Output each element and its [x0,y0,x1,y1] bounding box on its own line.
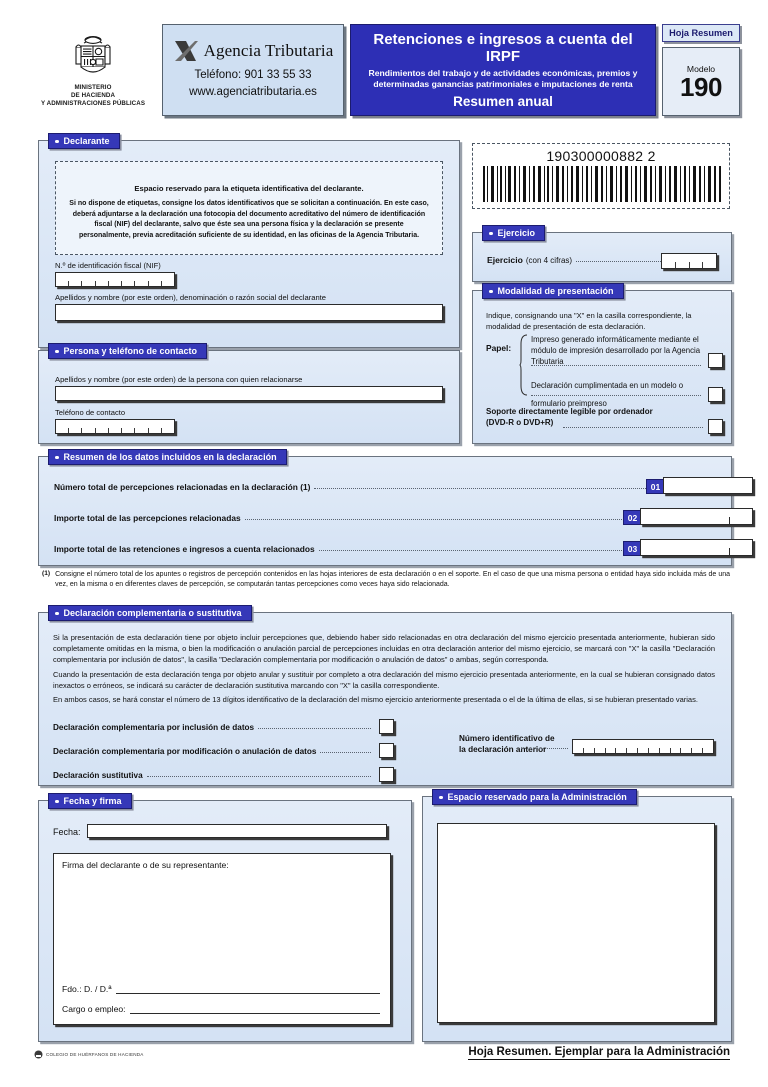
complementaria-check-2-checkbox[interactable] [379,743,394,758]
ejercicio-field-label: Ejercicio [487,255,523,265]
spain-coat-of-arms-icon [70,32,116,82]
resumen-row-03 [54,544,716,554]
form-title-block [350,24,656,116]
complementaria-check-3-row [53,771,375,780]
contacto-name-label: Apellidos y nombre (por este orden) de la persona con quien relacionarse [55,375,303,384]
fdo-input[interactable] [116,983,380,994]
contacto-section-title: Persona y teléfono de contacto [48,343,207,359]
modalidad-section-title: Modalidad de presentación [482,283,624,299]
footnote-marker: (1) [42,570,51,577]
complementaria-para-3: En ambos casos, se hará constar el número de 13 dígitos identificativo de la declaración del mismo ejercicio anteriormente presentada o el de la última de ellas, si se hubieran presentado varias. [53,695,698,704]
administracion-box [437,823,715,1023]
decimal-separator [729,517,730,524]
complementaria-para-1: Si la presentación de esta declaración tiene por objeto incluir percepciones que, debiendo haber sido relacionadas en otra declaración del mismo ejercicio presentada anteriormente, hubieran sido completamente omitidas en la misma, o bien la modificación o anulación parcial de percepciones incluidas en otra declaración anterior del mismo ejercicio, se marcará con "X" la casilla "Declaración complementaria por inclusión de datos", la casilla "Declaración complementaria por modificación o anulación de datos" o ambas, según corresponda. [53,633,715,664]
form-title-sub-1: Rendimientos del trabajo y de actividades económicas, premios y [368,68,638,79]
colegio-label: COLEGIO DE HUÉRFANOS DE HACIENDA [46,1052,144,1057]
ejercicio-panel [472,228,732,282]
resumen-row-01 [54,482,716,492]
cargo-row [62,1003,380,1014]
fdo-row [62,983,380,994]
leader-dots [147,776,371,777]
complementaria-check-2-row [53,747,375,756]
form-title-sub-2: determinadas ganancias patrimoniales e imputaciones de renta [373,79,633,90]
footnote-text: Consigne el número total de los apuntes o registros de percepción contenidos en las hojas interiores de esta declaración o en el soporte. En el caso de que una misma persona o entidad haya sido incluida más de una vez, en la misma o en diferentes claves de percepción, se computarán tantas percepciones como veces haya sido relacionada. [55,571,730,589]
contacto-phone-input[interactable] [55,419,175,434]
bullet-icon [55,140,59,144]
declarante-name-input[interactable] [55,304,443,321]
agencia-tributaria-block [162,24,344,116]
form-title-main: Retenciones e ingresos a cuenta del IRPF [373,30,633,65]
model-block [662,24,740,116]
ejercicio-input[interactable] [661,253,717,269]
complementaria-check-1-checkbox[interactable] [379,719,394,734]
resumen-row-02 [54,513,716,523]
colegio-logo-icon [34,1050,43,1059]
resumen-section-title: Resumen de los datos incluidos en la declaración [48,449,287,465]
papel-label: Papel: [486,343,512,353]
agencia-tributaria-logo-icon [173,39,199,63]
fecha-input[interactable] [87,824,387,838]
modalidad-option-2-checkbox[interactable] [708,387,723,402]
fecha-firma-section-title: Fecha y firma [48,793,132,809]
declarante-panel [38,136,460,348]
leader-dots [320,752,371,753]
resumen-datos-panel [38,452,732,566]
contacto-name-input[interactable] [55,386,443,401]
agency-name: Agencia Tributaria [203,41,334,61]
ministry-line-1: MINISTERIO [74,84,112,92]
barcode-number: 190300000882 2 [546,148,656,164]
modalidad-option-1-checkbox[interactable] [708,353,723,368]
complementaria-para-2: Cuando la presentación de esta declaración tenga por objeto anular y sustituir por completo a otra declaración del mismo ejercicio presentada anteriormente, en la cual se hubieran consignado datos inexactos o erróneos, se indicará su carácter de declaración sustitutiva marcando con "X" la casilla correspondiente. [53,670,715,690]
ejercicio-field-hint: (con 4 cifras) [525,256,573,265]
form-header [28,24,740,116]
cargo-input[interactable] [130,1003,380,1014]
barcode-box [472,143,730,209]
fecha-label: Fecha: [53,827,81,837]
contacto-panel [38,346,460,444]
modalidad-option-2-label: Declaración cumplimentada en un modelo o formulario preimpreso [531,381,684,408]
prev-declaration-label-line1: Número identificativo de [459,734,555,743]
model-number: 190 [680,71,722,102]
resumen-row-01-label: Número total de percepciones relacionadas en la declaración (1) [54,482,311,492]
ejercicio-section-title: Ejercicio [482,225,545,241]
agency-website[interactable]: www.agenciatributaria.es [189,86,317,98]
cargo-label: Cargo o empleo: [62,1004,126,1014]
administracion-section-title: Espacio reservado para la Administración [432,789,637,805]
administracion-panel [422,792,732,1042]
form-title-annual: Resumen anual [453,94,553,110]
resumen-row-03-key: 03 [623,541,642,556]
ministry-block [28,24,158,116]
bullet-icon [55,350,59,354]
complementaria-check-3-label: Declaración sustitutiva [53,771,143,780]
etiqueta-reserved-box [55,161,443,255]
ministry-label [41,84,145,108]
bullet-icon [55,612,59,616]
modalidad-option-3-label-line2: (DVD-R o DVD+R) [486,417,554,427]
bullet-icon [55,456,59,460]
barcode-image [481,166,723,202]
brace-icon [519,334,528,396]
firma-box[interactable] [53,853,391,1025]
complementaria-section-title: Declaración complementaria o sustitutiva [48,605,252,621]
fecha-firma-panel [38,796,412,1042]
bullet-icon [489,232,493,236]
etiqueta-heading: Espacio reservado para la etiqueta identificativa del declarante. [134,184,364,193]
nif-label: N.º de identificación fiscal (NIF) [55,261,161,270]
declarante-section-title: Declarante [48,133,120,149]
bullet-icon [439,796,443,800]
bullet-icon [489,290,493,294]
resumen-row-01-key: 01 [646,479,665,494]
complementaria-check-2-label: Declaración complementaria por modificación o anulación de datos [53,747,317,756]
prev-declaration-label-line2: la declaración anterior [459,745,547,755]
bullet-icon [55,800,59,804]
modalidad-option-3-checkbox[interactable] [708,419,723,434]
ministry-line-2: DE HACIENDA [70,92,116,100]
resumen-row-02-input[interactable] [640,508,753,525]
colegio-footer [34,1050,144,1059]
modalidad-option-3-label-line1: Soporte directamente legible por ordenador [486,407,653,416]
resumen-row-03-label: Importe total de las retenciones e ingresos a cuenta relacionados [54,544,315,554]
complementaria-check-1-label: Declaración complementaria por inclusión de datos [53,723,255,732]
fdo-label: Fdo.: D. / D.ª [62,984,112,994]
nif-input[interactable] [55,272,175,287]
modalidad-option-1-label: Impreso generado informáticamente mediante el módulo de impresión desarrollado por la Agencia Tributaria [531,335,701,366]
leader-dots [258,728,371,729]
complementaria-check-1-row [53,723,375,732]
agency-phone: Teléfono: 901 33 55 33 [194,69,312,82]
sheet-type-label: Hoja Resumen [662,24,740,42]
resumen-footnote [42,570,730,590]
resumen-row-02-label: Importe total de las percepciones relacionadas [54,513,241,523]
contacto-phone-label: Teléfono de contacto [55,408,126,417]
etiqueta-body: Si no dispone de etiquetas, consigne los datos identificativos que se solicitan a continuación. En este caso, deberá adjuntarse a la declaración una fotocopia del documento acreditativo del número de identificación fiscal (NIF) del declarante, salvo que éste sea una persona física y la declaración se presente personalmente, previa acreditación suficiente de su identidad, en las oficinas de la Agencia Tributaria. [69,200,429,239]
complementaria-check-3-checkbox[interactable] [379,767,394,782]
decimal-separator [729,548,730,555]
modalidad-intro: Indique, consignando una "X" en la casilla correspondiente, la modalidad de presentación de esta declaración. [486,311,692,331]
resumen-row-02-key: 02 [623,510,642,525]
modalidad-panel [472,286,732,444]
resumen-row-01-input[interactable] [663,477,753,494]
model-number-box [662,47,740,116]
firma-label: Firma del declarante o de su representante: [62,860,229,870]
prev-declaration-input[interactable] [572,739,714,754]
model-label: Modelo [686,63,716,74]
complementaria-panel [38,608,732,786]
resumen-row-03-input[interactable] [640,539,753,556]
ministry-line-3: Y ADMINISTRACIONES PÚBLICAS [40,99,146,107]
declarante-name-label: Apellidos y nombre (por este orden), denominación o razón social del declarante [55,293,326,302]
ejemplar-footer-label: Hoja Resumen. Ejemplar para la Administración [468,1046,730,1058]
